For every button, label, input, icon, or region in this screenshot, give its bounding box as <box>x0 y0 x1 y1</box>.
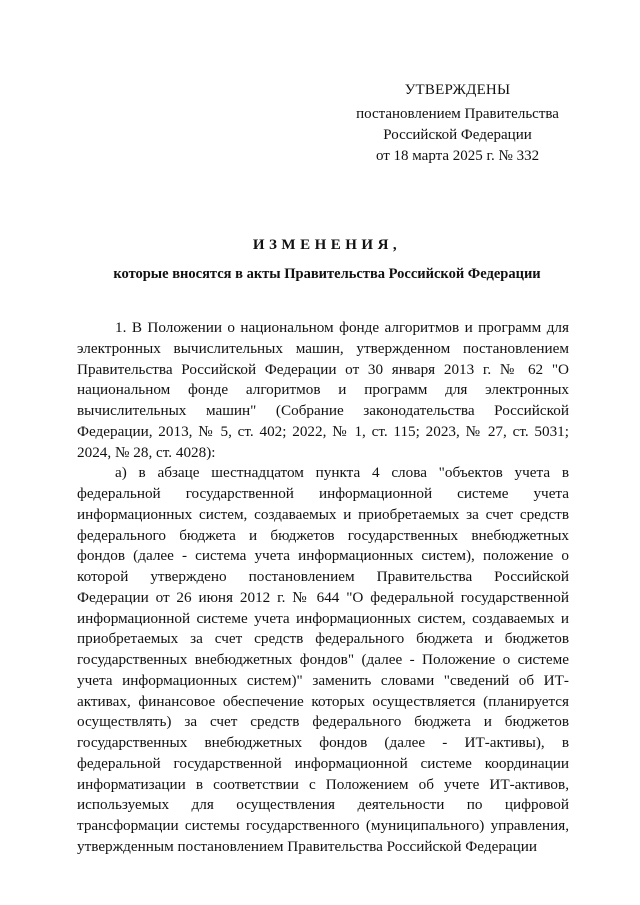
paragraph-1a: а) в абзаце шестнадцатом пункта 4 слова "объектов учета в федеральной государственной информационной системе учета информационных систем, создаваемых и приобретаемых за счет средств федерального бюджета и бюджетов государственных внебюджетных фондов (далее - система учета информационных систем), положение о которой утверждено постановлением Правительства Российской Федерации от 26 июня 2012 г. № 644 "О федеральной государственной информационной системе учета информационных систем, создаваемых и приобретаемых за счет средств федерального бюджета и бюджетов государственных внебюджетных фондов" (далее - Положение о системе учета информационных систем)" заменить словами "сведений об ИТ-активах, финансовое обеспечение которых осуществляется (планируется осуществлять) за счет средств федерального бюджета и бюджетов государственных внебюджетных фондов (далее - ИТ-активы), в федеральной государственной информационной системе координации информатизации в соответствии с Положением об учете ИТ-активов, используемых для осуществления деятельности по цифровой трансформации системы государственного (муниципального) управления, утвержденным постановлением Правительства Российской Федерации <box>77 464 569 855</box>
paragraph-1: 1. В Положении о национальном фонде алгоритмов и программ для электронных вычислительных машин, утвержденном постановлением Правительства Российской Федерации от 30 января 2013 г. № 62 "О национальном фонде алгоритмов и программ для электронных вычислительных машин" (Собрание законодательства Российской Федерации, 2013, № 5, ст. 402; 2022, № 1, ст. 115; 2023, № 27, ст. 5031; 2024, № 28, ст. 4028): <box>77 319 569 461</box>
approval-heading: УТВЕРЖДЕНЫ <box>404 82 511 98</box>
approval-line-1: постановлением Правительства <box>356 106 559 122</box>
document-subtitle: которые вносятся в акты Правительства Российской Федерации <box>113 266 541 282</box>
approval-line-2: Российской Федерации <box>383 127 532 143</box>
approval-block <box>330 80 585 167</box>
document-title: ИЗМЕНЕНИЯ, <box>252 237 402 253</box>
approval-line-3: от 18 марта 2025 г. № 332 <box>375 148 540 164</box>
document-body <box>77 318 569 858</box>
